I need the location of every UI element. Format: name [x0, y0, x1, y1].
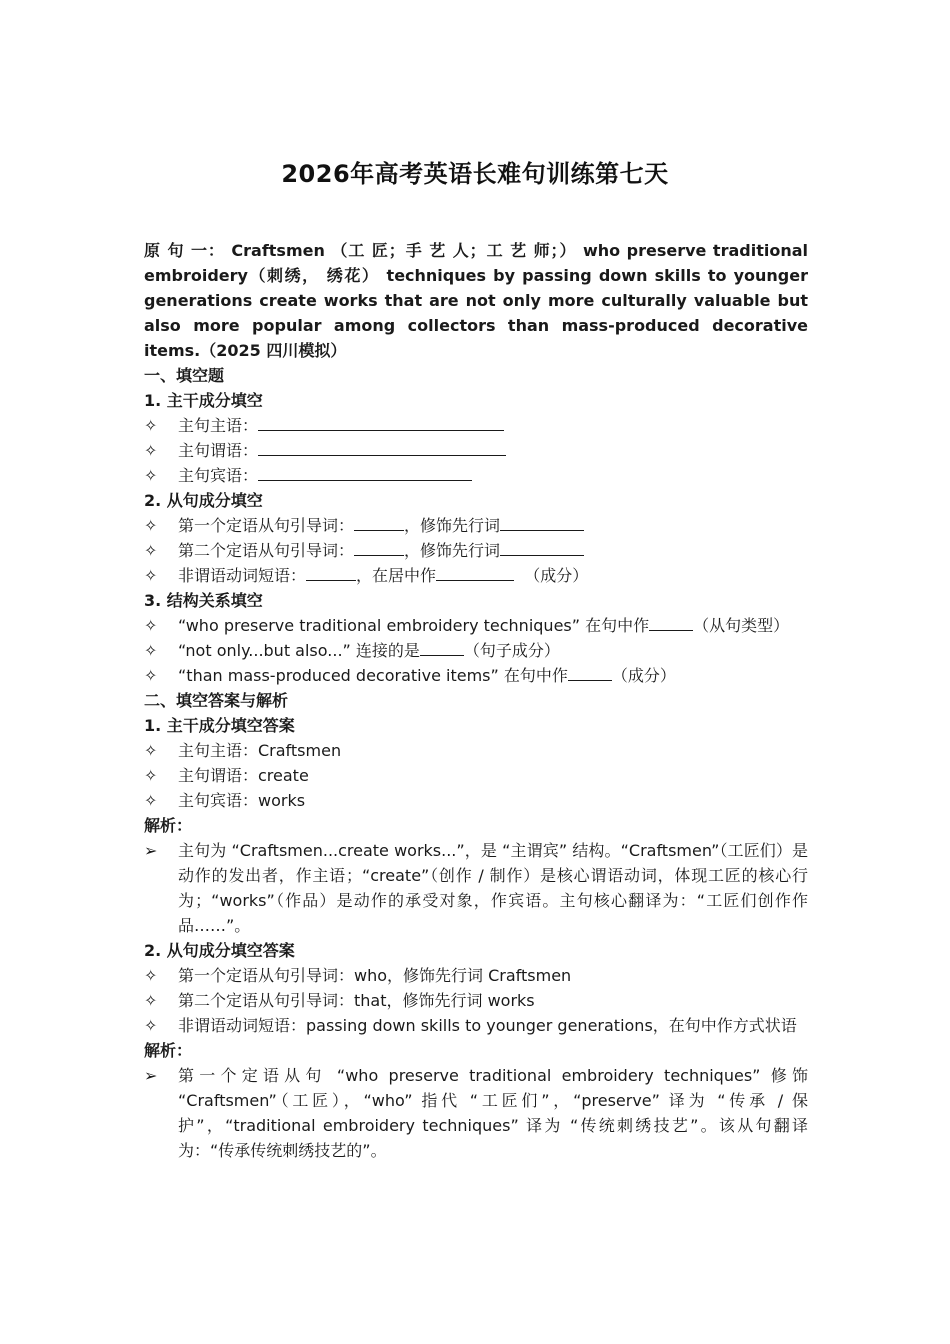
list-item: ✧ 主句谓语：create — [144, 763, 808, 788]
diamond-bullet-icon: ✧ — [144, 641, 158, 660]
diamond-bullet-icon: ✧ — [144, 791, 158, 810]
diamond-bullet-icon: ✧ — [144, 1016, 158, 1035]
part-heading-clause-answers: 2. 从句成分填空答案 — [144, 941, 295, 960]
diamond-bullet-icon: ✧ — [144, 541, 158, 560]
answer-blank[interactable] — [649, 613, 693, 631]
analysis-paragraph: ➢ 主句为 “Craftsmen...create works...”，是 “主谓宾” 结构。“Craftsmen”（工匠们）是动作的发出者，作主语；“create”（创作 / 制作）是核心谓语动词，体现工匠的核心行为；“works”（作品）是动作的承受对象，作宾语。主句核心翻译为：“工匠们创作作品……”。 — [144, 838, 808, 938]
diamond-bullet-icon: ✧ — [144, 441, 158, 460]
list-item: ✧ 第一个定语从句引导词： ，修饰先行词 — [144, 513, 808, 538]
analysis-label: 解析： — [144, 816, 193, 835]
list-item: ✧ “than mass-produced decorative items” 在句中作 （成分） — [144, 663, 808, 688]
answer-blank[interactable] — [306, 563, 356, 581]
diamond-bullet-icon: ✧ — [144, 616, 158, 635]
answer-blank[interactable] — [436, 563, 514, 581]
part-heading-main-answers: 1. 主干成分填空答案 — [144, 716, 295, 735]
part-heading-clause-components: 2. 从句成分填空 — [144, 491, 263, 510]
diamond-bullet-icon: ✧ — [144, 766, 158, 785]
section-heading-answers: 二、填空答案与解析 — [144, 691, 289, 710]
diamond-bullet-icon: ✧ — [144, 466, 158, 485]
list-item: ✧ 非谓语动词短语：passing down skills to younger generations，在句中作方式状语 — [144, 1013, 808, 1038]
answer-blank[interactable] — [568, 663, 612, 681]
list-item: ✧ 主句谓语： — [144, 438, 808, 463]
diamond-bullet-icon: ✧ — [144, 666, 158, 685]
answer-blank[interactable] — [258, 438, 506, 456]
list-item: ✧ “who preserve traditional embroidery techniques” 在句中作 （从句类型） — [144, 613, 808, 638]
list-item: ✧ 主句宾语：works — [144, 788, 808, 813]
answer-blank[interactable] — [500, 513, 584, 531]
answer-blank[interactable] — [500, 538, 584, 556]
diamond-bullet-icon: ✧ — [144, 741, 158, 760]
answer-blank[interactable] — [420, 638, 464, 656]
list-item: ✧ 非谓语动词短语： ，在居中作 （成分） — [144, 563, 808, 588]
diamond-bullet-icon: ✧ — [144, 991, 158, 1010]
arrow-bullet-icon: ➢ — [144, 841, 158, 860]
document-body — [144, 238, 808, 1163]
list-item: ✧ 主句主语： — [144, 413, 808, 438]
answer-blank[interactable] — [258, 463, 472, 481]
list-item: ✧ 第二个定语从句引导词：that，修饰先行词 works — [144, 988, 808, 1013]
part-heading-structure: 3. 结构关系填空 — [144, 591, 263, 610]
diamond-bullet-icon: ✧ — [144, 966, 158, 985]
diamond-bullet-icon: ✧ — [144, 566, 158, 585]
list-item: ✧ 主句主语：Craftsmen — [144, 738, 808, 763]
answer-blank[interactable] — [258, 413, 504, 431]
analysis-label: 解析： — [144, 1041, 193, 1060]
diamond-bullet-icon: ✧ — [144, 416, 158, 435]
list-item: ✧ 第二个定语从句引导词： ，修饰先行词 — [144, 538, 808, 563]
original-sentence: 原 句 一： Craftsmen （工 匠；手 艺 人；工 艺 师；） who preserve traditional embroidery（刺绣， 绣花） techniques by passing down skills to younger generations create works that are not only more culturally valuable but also more popular among collectors than mass-produced decorative items.（2025 四川模拟） — [144, 241, 808, 360]
section-heading-fill-in: 一、填空题 — [144, 366, 225, 385]
list-item: ✧ 第一个定语从句引导词：who，修饰先行词 Craftsmen — [144, 963, 808, 988]
list-item: ✧ “not only...but also...” 连接的是 （句子成分） — [144, 638, 808, 663]
list-item: ✧ 主句宾语： — [144, 463, 808, 488]
diamond-bullet-icon: ✧ — [144, 516, 158, 535]
answer-blank[interactable] — [354, 538, 404, 556]
part-heading-main-components: 1. 主干成分填空 — [144, 391, 263, 410]
analysis-paragraph: ➢ 第一个定语从句 “who preserve traditional embroidery techniques” 修饰 “Craftsmen”（工匠），“who” 指代 “工匠们”，“preserve” 译为 “传承 / 保护”，“traditional embroidery techniques” 译为 “传统刺绣技艺”。该从句翻译为：“传承传统刺绣技艺的”。 — [144, 1063, 808, 1163]
page-title: 2026年高考英语长难句训练第七天 — [281, 160, 669, 188]
answer-blank[interactable] — [354, 513, 404, 531]
arrow-bullet-icon: ➢ — [144, 1066, 158, 1085]
